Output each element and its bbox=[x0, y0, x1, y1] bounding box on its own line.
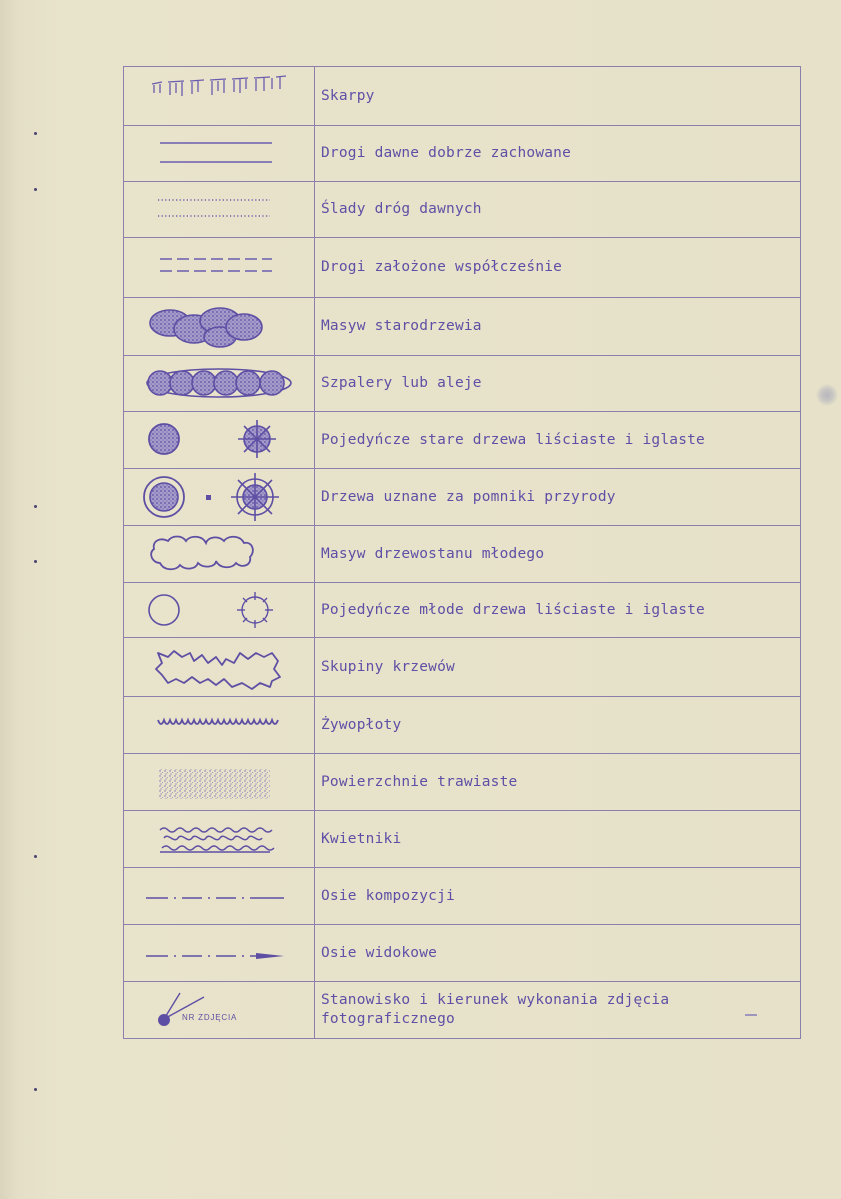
flowerbed-pattern bbox=[124, 811, 315, 868]
legend-label: Osie kompozycji bbox=[315, 868, 801, 925]
legend-row bbox=[124, 182, 801, 238]
legend-row bbox=[124, 868, 801, 925]
legend-row bbox=[124, 697, 801, 754]
double-solid-line bbox=[124, 126, 315, 182]
embankment-symbol bbox=[124, 67, 315, 126]
legend-table bbox=[123, 66, 801, 1039]
camera-station bbox=[124, 982, 315, 1039]
legend-row bbox=[124, 583, 801, 638]
legend-row bbox=[124, 982, 801, 1039]
legend-row bbox=[124, 754, 801, 811]
tree-row-symbol bbox=[124, 356, 315, 412]
legend-row bbox=[124, 356, 801, 412]
single-tree-symbols bbox=[124, 412, 315, 469]
double-dashed-line bbox=[124, 238, 315, 298]
legend-row bbox=[124, 412, 801, 469]
legend-label: Masyw drzewostanu młodego bbox=[315, 526, 801, 583]
legend-row bbox=[124, 526, 801, 583]
grass-stipple bbox=[124, 754, 315, 811]
margin-mark bbox=[34, 188, 37, 191]
tree-cluster-symbol bbox=[124, 298, 315, 356]
legend-label: Skarpy bbox=[315, 67, 801, 126]
young-tree-symbols bbox=[124, 583, 315, 638]
margin-mark bbox=[34, 132, 37, 135]
ink-smudge bbox=[816, 384, 838, 406]
legend-row bbox=[124, 238, 801, 298]
legend-label: Osie widokowe bbox=[315, 925, 801, 982]
shrub-group-outline bbox=[124, 638, 315, 697]
margin-mark bbox=[34, 560, 37, 563]
legend-label: Drzewa uznane za pomniki przyrody bbox=[315, 469, 801, 526]
monument-tree-symbols bbox=[124, 469, 315, 526]
legend-label: Drogi dawne dobrze zachowane bbox=[315, 126, 801, 182]
legend-label: Masyw starodrzewia bbox=[315, 298, 801, 356]
margin-mark bbox=[34, 855, 37, 858]
legend-row bbox=[124, 298, 801, 356]
legend-label: Żywopłoty bbox=[315, 697, 801, 754]
dash-dot-arrow bbox=[124, 925, 315, 982]
legend-label: Stanowisko i kierunek wykonania zdjęcia fotograficznego bbox=[315, 982, 801, 1039]
legend-label: Pojedyńcze młode drzewa liściaste i iglaste bbox=[315, 583, 801, 638]
legend-label: Szpalery lub aleje bbox=[315, 356, 801, 412]
legend-row bbox=[124, 638, 801, 697]
hedge-wave bbox=[124, 697, 315, 754]
margin-mark bbox=[34, 1088, 37, 1091]
legend-label: Skupiny krzewów bbox=[315, 638, 801, 697]
legend-row bbox=[124, 126, 801, 182]
legend-row bbox=[124, 811, 801, 868]
dash-dot-line bbox=[124, 868, 315, 925]
legend-label: Pojedyńcze stare drzewa liściaste i iglaste bbox=[315, 412, 801, 469]
legend-row bbox=[124, 925, 801, 982]
young-stand-outline bbox=[124, 526, 315, 583]
legend-label: Drogi założone współcześnie bbox=[315, 238, 801, 298]
legend-label: Powierzchnie trawiaste bbox=[315, 754, 801, 811]
legend-row bbox=[124, 469, 801, 526]
legend-label: Ślady dróg dawnych bbox=[315, 182, 801, 238]
photo-number-label: NR ZDJĘCIA bbox=[182, 1013, 238, 1022]
double-dotted-line bbox=[124, 182, 315, 238]
legend-label: Kwietniki bbox=[315, 811, 801, 868]
margin-mark bbox=[34, 505, 37, 508]
legend-row bbox=[124, 67, 801, 126]
